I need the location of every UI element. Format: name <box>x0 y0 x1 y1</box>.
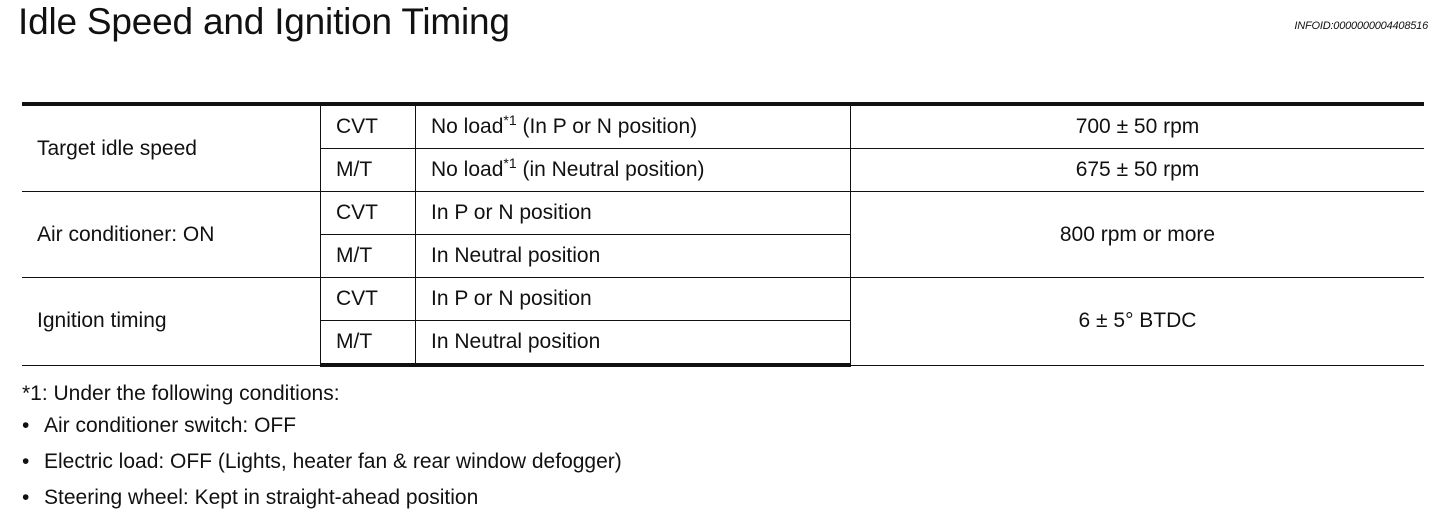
value-cell: 700 ± 50 rpm <box>851 104 1425 149</box>
footnote-ref: *1 <box>503 155 517 171</box>
transmission-cell: M/T <box>321 321 416 366</box>
transmission-cell: CVT <box>321 104 416 149</box>
list-item-text: Electric load: OFF (Lights, heater fan & rear window defogger) <box>44 450 622 473</box>
item-target-idle-speed: Target idle speed <box>22 104 321 192</box>
footnote-heading: *1: Under the following conditions: <box>22 382 340 405</box>
condition-cell: In Neutral position <box>416 235 851 278</box>
table-row <box>22 278 1424 321</box>
page-title: Idle Speed and Ignition Timing <box>18 1 510 42</box>
list-item-text: Steering wheel: Kept in straight-ahead position <box>44 486 479 509</box>
bullet-icon: • <box>22 414 30 437</box>
table-row <box>22 104 1424 149</box>
info-id: INFOID:0000000004408516 <box>1294 20 1428 32</box>
spec-table <box>22 102 1424 367</box>
value-cell: 6 ± 5° BTDC <box>851 278 1425 366</box>
footnote-ref: *1 <box>503 112 517 128</box>
list-item <box>22 480 622 516</box>
condition-text: No load <box>431 115 504 138</box>
list-item <box>22 408 622 444</box>
transmission-cell: CVT <box>321 278 416 321</box>
list-item <box>22 444 622 480</box>
transmission-cell: CVT <box>321 192 416 235</box>
condition-text-rest: (in Neutral position) <box>516 158 705 181</box>
condition-cell: In Neutral position <box>416 321 851 366</box>
footnotes <box>22 380 622 516</box>
value-cell: 675 ± 50 rpm <box>851 149 1425 192</box>
list-item-text: Air conditioner switch: OFF <box>44 414 297 437</box>
bullet-icon: • <box>22 486 30 509</box>
transmission-cell: M/T <box>321 149 416 192</box>
bullet-icon: • <box>22 450 30 473</box>
condition-cell <box>416 104 851 149</box>
table-row <box>22 192 1424 235</box>
condition-text: No load <box>431 158 504 181</box>
item-air-conditioner-on: Air conditioner: ON <box>22 192 321 278</box>
condition-cell: In P or N position <box>416 192 851 235</box>
condition-cell: In P or N position <box>416 278 851 321</box>
item-ignition-timing: Ignition timing <box>22 278 321 366</box>
condition-cell <box>416 149 851 192</box>
transmission-cell: M/T <box>321 235 416 278</box>
value-cell: 800 rpm or more <box>851 192 1425 278</box>
condition-text-rest: (In P or N position) <box>516 115 698 138</box>
